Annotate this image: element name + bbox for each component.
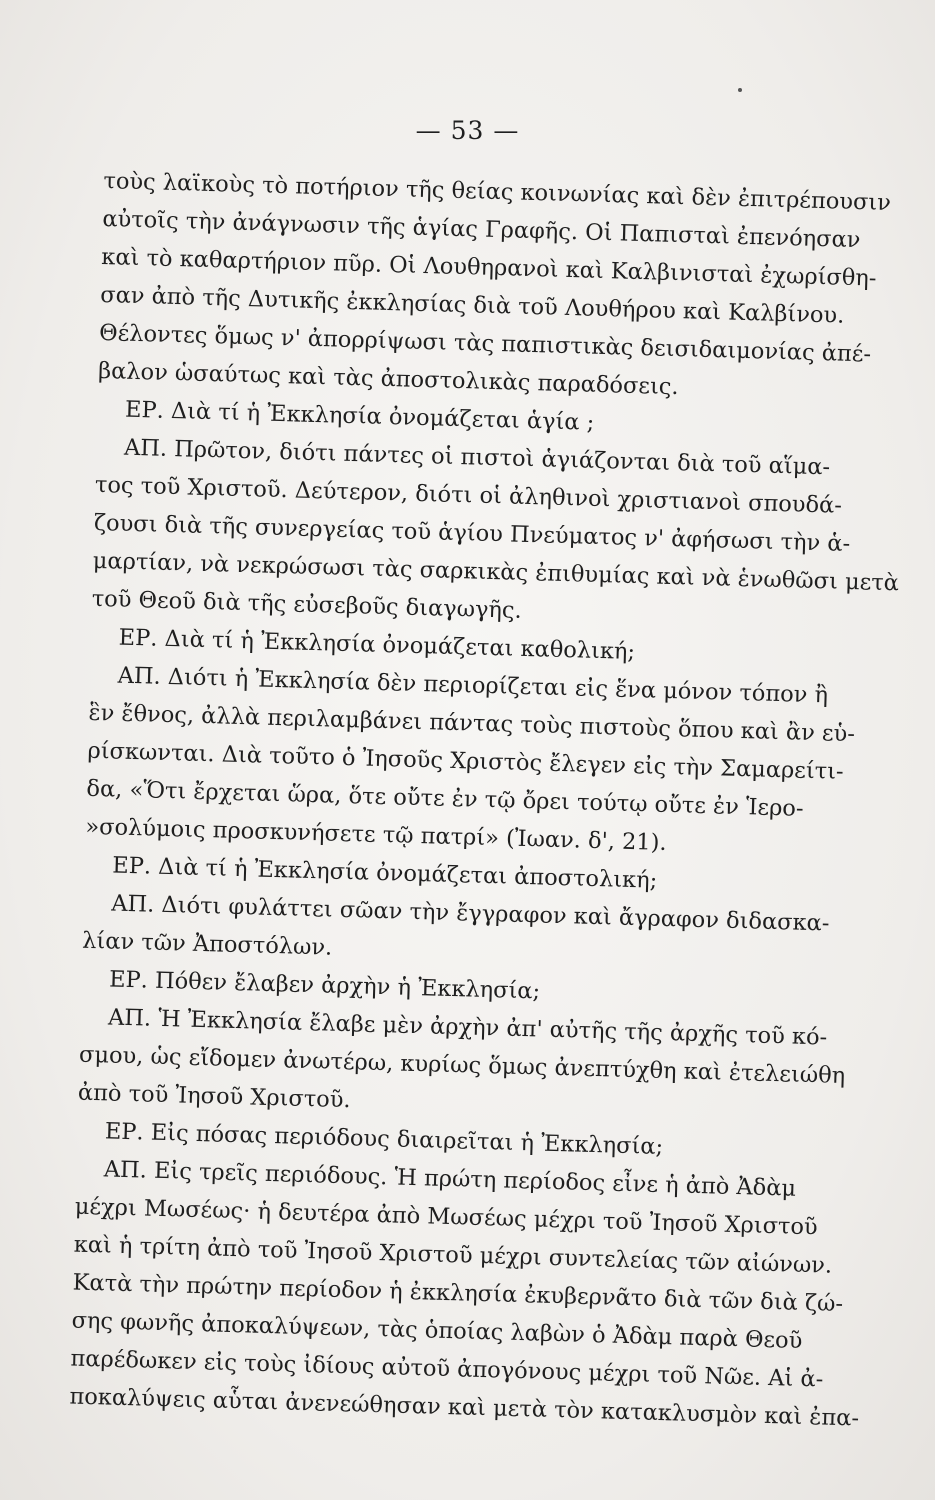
text-line: καὶ τὸ καθαρτήριον πῦρ. Οἱ Λουθηρανοὶ καὶ Καλβινισταὶ ἐχωρίσθη- [100, 243, 877, 292]
text-line: καὶ ἡ τρίτη ἀπὸ τοῦ Ἰησοῦ Χριστοῦ μέχρι συντελείας τῶν αἰώνων. [73, 1231, 833, 1279]
text-line: τοὺς λαϊκοὺς τὸ ποτήριον τῆς θείας κοινωνίας καὶ δὲν ἐπιτρέπουσιν [103, 167, 892, 216]
text-line: Κατὰ τὴν πρώτην περίοδον ἡ ἐκκλησία ἐκυβερνᾶτο διὰ τῶν διὰ ζώ- [72, 1269, 844, 1318]
text-line: ΑΠ. Εἰς τρεῖς περιόδους. Ἡ πρώτη περίοδος εἶνε ἡ ἀπὸ Ἀδὰμ [103, 1156, 797, 1202]
text-line: σμου, ὡς εἴδομεν ἀνωτέρω, κυρίως ὅμως ἀνεπτύχθη καὶ ἐτελειώθη [78, 1041, 846, 1090]
text-line: τοῦ Θεοῦ διὰ τῆς εὐσεβοῦς διαγωγῆς. [91, 585, 523, 624]
text-line: ΑΠ. Διότι φυλάττει σῶαν τὴν ἔγγραφον καὶ ἄγραφον διδασκα- [110, 890, 830, 937]
text-line: ρίσκωνται. Διὰ τοῦτο ὁ Ἰησοῦς Χριστὸς ἔλεγεν εἰς τὴν Σαμαρείτι- [87, 737, 844, 785]
text-line: τος τοῦ Χριστοῦ. Δεύτερον, διότι οἱ ἀληθινοὶ χριστιανοὶ σπουδά- [94, 471, 843, 519]
ink-speck [738, 88, 742, 92]
text-line: ΑΠ. Ἡ Ἐκκλησία ἔλαβε μὲν ἀρχὴν ἀπ' αὐτῆς τῆς ἀρχῆς τοῦ κό- [107, 1004, 828, 1051]
text-line: σαν ἀπὸ τῆς Δυτικῆς ἐκκλησίας διὰ τοῦ Λουθήρου καὶ Καλβίνου. [99, 281, 845, 329]
text-line: ἀπὸ τοῦ Ἰησοῦ Χριστοῦ. [77, 1079, 351, 1114]
text-line: λίαν τῶν Ἀποστόλων. [81, 927, 333, 961]
text-line: Θέλοντες ὅμως ν' ἀπορρίψωσι τὰς παπιστικὰς δεισιδαιμονίας ἀπέ- [98, 319, 872, 368]
text-line: παρέδωκεν εἰς τοὺς ἰδίους αὐτοῦ ἀπογόνους μέχρι τοῦ Νῶε. Αἱ ἀ- [70, 1345, 824, 1393]
text-line: βαλον ὡσαύτως καὶ τὰς ἀποστολικὰς παραδόσεις. [97, 357, 679, 401]
text-line: ΕΡ. Διὰ τί ἡ Ἐκκλησία ὀνομάζεται καθολική; [118, 624, 636, 666]
body-text [69, 162, 900, 1436]
text-line: ΕΡ. Πόθεν ἔλαβεν ἀρχὴν ἡ Ἐκκλησία; [108, 966, 541, 1005]
text-line: »σολύμοις προσκυνήσετε τῷ πατρί» (Ἰωαν. δ', 21). [85, 813, 667, 856]
text-line: δα, «Ὅτι ἔρχεται ὥρα, ὅτε οὔτε ἐν τῷ ὄρει τούτῳ οὔτε ἐν Ἱερο- [86, 775, 804, 822]
text-line: ΕΡ. Διὰ τί ἡ Ἐκκλησία ὀνομάζεται ἀποστολική; [111, 852, 658, 894]
text-line: μαρτίαν, νὰ νεκρώσωσι τὰς σαρκικὰς ἐπιθυμίας καὶ νὰ ἑνωθῶσι μετὰ [92, 547, 900, 597]
text-line: ΑΠ. Πρῶτον, διότι πάντες οἱ πιστοὶ ἁγιάζονται διὰ τοῦ αἵμα- [123, 434, 831, 481]
page-number: — 53 — [415, 116, 520, 145]
text-line: σης φωνῆς ἀποκαλύψεων, τὰς ὁποίας λαβὼν ὁ Ἀδὰμ παρὰ Θεοῦ [71, 1307, 803, 1354]
text-line: ΑΠ. Διότι ἡ Ἐκκλησία δὲν περιορίζεται εἰς ἕνα μόνον τόπον ἢ [117, 662, 829, 709]
text-line: ΕΡ. Διὰ τί ἡ Ἐκκλησία ὀνομάζεται ἁγία ; [124, 396, 595, 436]
text-line: ζουσι διὰ τῆς συνεργείας τοῦ ἁγίου Πνεύματος ν' ἀφήσωσι τὴν ἁ- [93, 509, 851, 557]
text-line: ποκαλύψεις αὗται ἀνενεώθησαν καὶ μετὰ τὸν κατακλυσμὸν καὶ ἐπα- [69, 1383, 860, 1432]
text-line: ΕΡ. Εἰς πόσας περιόδους διαιρεῖται ἡ Ἐκκλησία; [104, 1118, 664, 1160]
text-line: αὐτοῖς τὴν ἀνάγνωσιν τῆς ἁγίας Γραφῆς. Οἱ Παπισταὶ ἐπενόησαν [102, 205, 861, 254]
text-line: ἓν ἔθνος, ἀλλὰ περιλαμβάνει πάντας τοὺς πιστοὺς ὅπου καὶ ἂν εὑ- [88, 699, 856, 748]
text-line: μέχρι Μωσέως· ἡ δευτέρα ἀπὸ Μωσέως μέχρι τοῦ Ἰησοῦ Χριστοῦ [74, 1193, 819, 1241]
